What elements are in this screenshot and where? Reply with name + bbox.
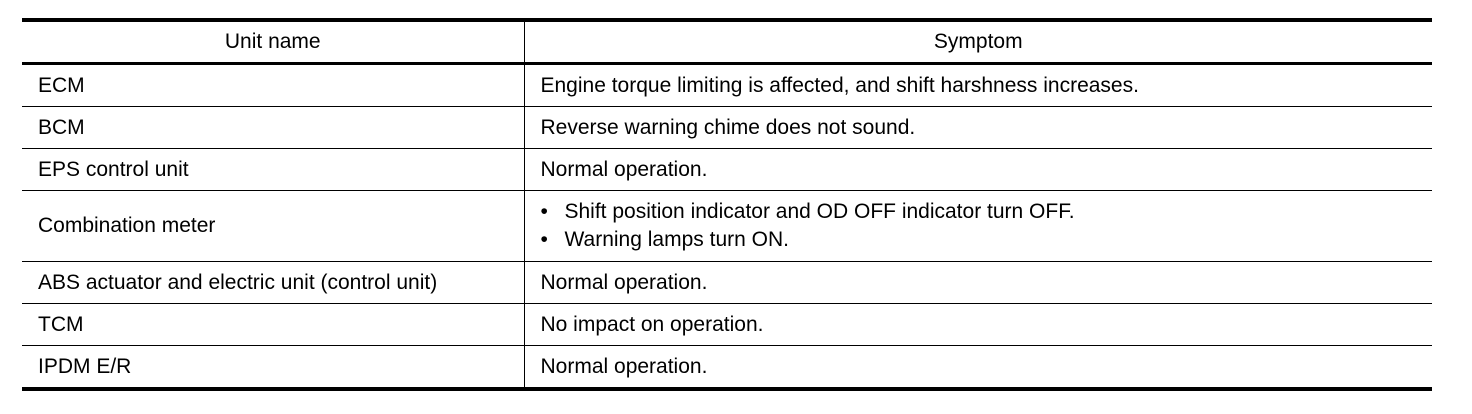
unit-name-header: Unit name (22, 20, 524, 64)
symptom-bullet-list (541, 198, 1417, 254)
symptom-cell: No impact on operation. (524, 304, 1432, 346)
symptom-bullet-item: • Shift position indicator and OD OFF indicator turn OFF. (541, 198, 1417, 226)
symptom-cell: Normal operation. (524, 262, 1432, 304)
table-row (22, 107, 1432, 149)
table-row (22, 64, 1432, 107)
unit-name-cell: ABS actuator and electric unit (control unit) (22, 262, 524, 304)
header-row (22, 20, 1432, 64)
symptom-table (22, 18, 1432, 391)
table-row (22, 149, 1432, 191)
symptom-header: Symptom (524, 20, 1432, 64)
unit-name-cell: BCM (22, 107, 524, 149)
unit-name-cell: ECM (22, 64, 524, 107)
table-row (22, 304, 1432, 346)
unit-name-cell: EPS control unit (22, 149, 524, 191)
symptom-cell: Reverse warning chime does not sound. (524, 107, 1432, 149)
symptom-cell: Normal operation. (524, 149, 1432, 191)
unit-name-cell: TCM (22, 304, 524, 346)
unit-name-cell: Combination meter (22, 191, 524, 262)
symptom-cell: Normal operation. (524, 346, 1432, 390)
table-header (22, 20, 1432, 64)
symptom-table-container (22, 18, 1432, 391)
table-row (22, 262, 1432, 304)
table-body (22, 64, 1432, 390)
table-row (22, 191, 1432, 262)
symptom-cell: Engine torque limiting is affected, and shift harshness increases. (524, 64, 1432, 107)
unit-name-cell: IPDM E/R (22, 346, 524, 390)
symptom-cell (524, 191, 1432, 262)
symptom-bullet-item: • Warning lamps turn ON. (541, 226, 1417, 254)
table-row (22, 346, 1432, 390)
